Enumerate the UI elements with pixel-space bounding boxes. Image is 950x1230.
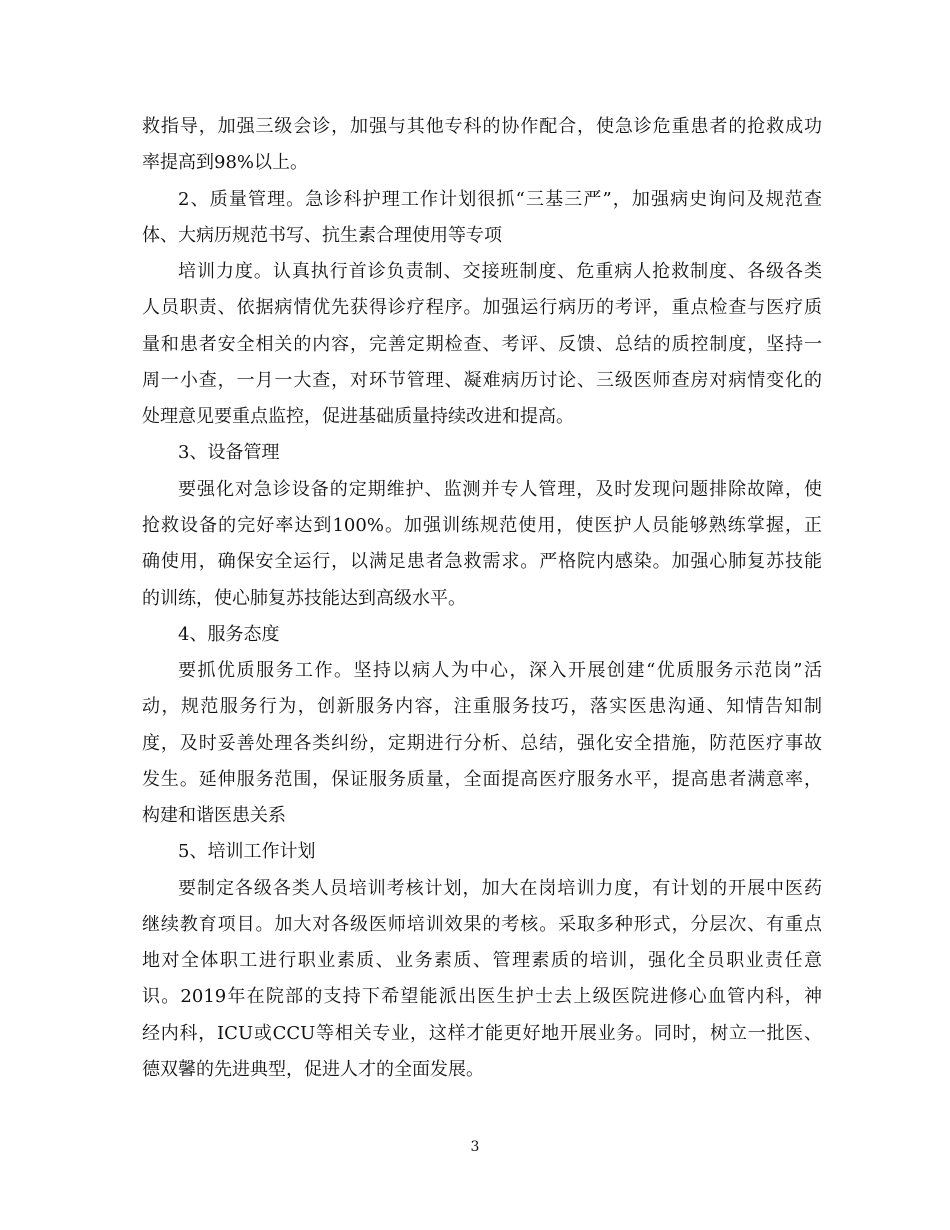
text-line: 动，规范服务行为，创新服务内容，注重服务技巧，落实医患沟通、知情告知制 bbox=[142, 696, 822, 717]
text-line: 周一小查，一月一大查，对环节管理、凝难病历讨论、三级医师查房对病情变化的 bbox=[142, 370, 822, 391]
section-heading: 3、设备管理 bbox=[178, 442, 280, 463]
section-heading: 4、服务态度 bbox=[178, 624, 280, 645]
text-line: 发生。延伸服务范围，保证服务质量，全面提高医疗服务水平，提高患者满意率， bbox=[142, 769, 822, 790]
text-line: 人员职责、依据病情优先获得诊疗程序。加强运行病历的考评，重点检查与医疗质 bbox=[142, 297, 822, 318]
text-line: 抢救设备的完好率达到100%。加强训练规范使用，使医护人员能够熟练掌握，正 bbox=[142, 515, 822, 536]
text-line: 率提高到98%以上。 bbox=[142, 152, 309, 173]
text-line: 要制定各级各类人员培训考核计划，加大在岗培训力度，有计划的开展中医药 bbox=[178, 878, 822, 899]
text-line: 体、大病历规范书写、抗生素合理使用等专项 bbox=[142, 225, 502, 246]
text-line: 要强化对急诊设备的定期维护、监测并专人管理，及时发现问题排除故障，使 bbox=[178, 479, 822, 500]
text-line: 确使用，确保安全运行，以满足患者急救需求。严格院内感染。加强心肺复苏技能 bbox=[142, 551, 822, 572]
text-line: 地对全体职工进行职业素质、业务素质、管理素质的培训，强化全员职业责任意 bbox=[142, 950, 822, 971]
text-line: 继续教育项目。加大对各级医师培训效果的考核。采取多种形式，分层次、有重点 bbox=[142, 914, 822, 935]
text-line: 经内科，ICU或CCU等相关专业，这样才能更好地开展业务。同时，树立一批医、 bbox=[142, 1023, 822, 1044]
text-line: 量和患者安全相关的内容，完善定期检查、考评、反馈、总结的质控制度，坚持一 bbox=[142, 334, 822, 355]
text-line: 德双馨的先进典型，促进人才的全面发展。 bbox=[142, 1059, 484, 1080]
text-line: 识。2019年在院部的支持下希望能派出医生护士去上级医院进修心血管内科，神 bbox=[142, 986, 822, 1007]
text-line: 2、质量管理。急诊科护理工作计划很抓“三基三严”，加强病史询问及规范查 bbox=[178, 189, 822, 210]
text-line: 构建和谐医患关系 bbox=[142, 805, 286, 826]
text-line: 度，及时妥善处理各类纠纷，定期进行分析、总结，强化安全措施，防范医疗事故 bbox=[142, 733, 822, 754]
text-line: 培训力度。认真执行首诊负责制、交接班制度、危重病人抢救制度、各级各类 bbox=[178, 261, 822, 282]
section-heading: 5、培训工作计划 bbox=[178, 841, 316, 862]
page-number: 3 bbox=[470, 1139, 480, 1155]
text-line: 救指导，加强三级会诊，加强与其他专科的协作配合，使急诊危重患者的抢救成功 bbox=[142, 116, 822, 137]
text-line: 要抓优质服务工作。坚持以病人为中心，深入开展创建“优质服务示范岗”活 bbox=[178, 660, 822, 681]
text-line: 的训练，使心肺复苏技能达到高级水平。 bbox=[142, 588, 466, 609]
text-line: 处理意见要重点监控，促进基础质量持续改进和提高。 bbox=[142, 406, 574, 427]
